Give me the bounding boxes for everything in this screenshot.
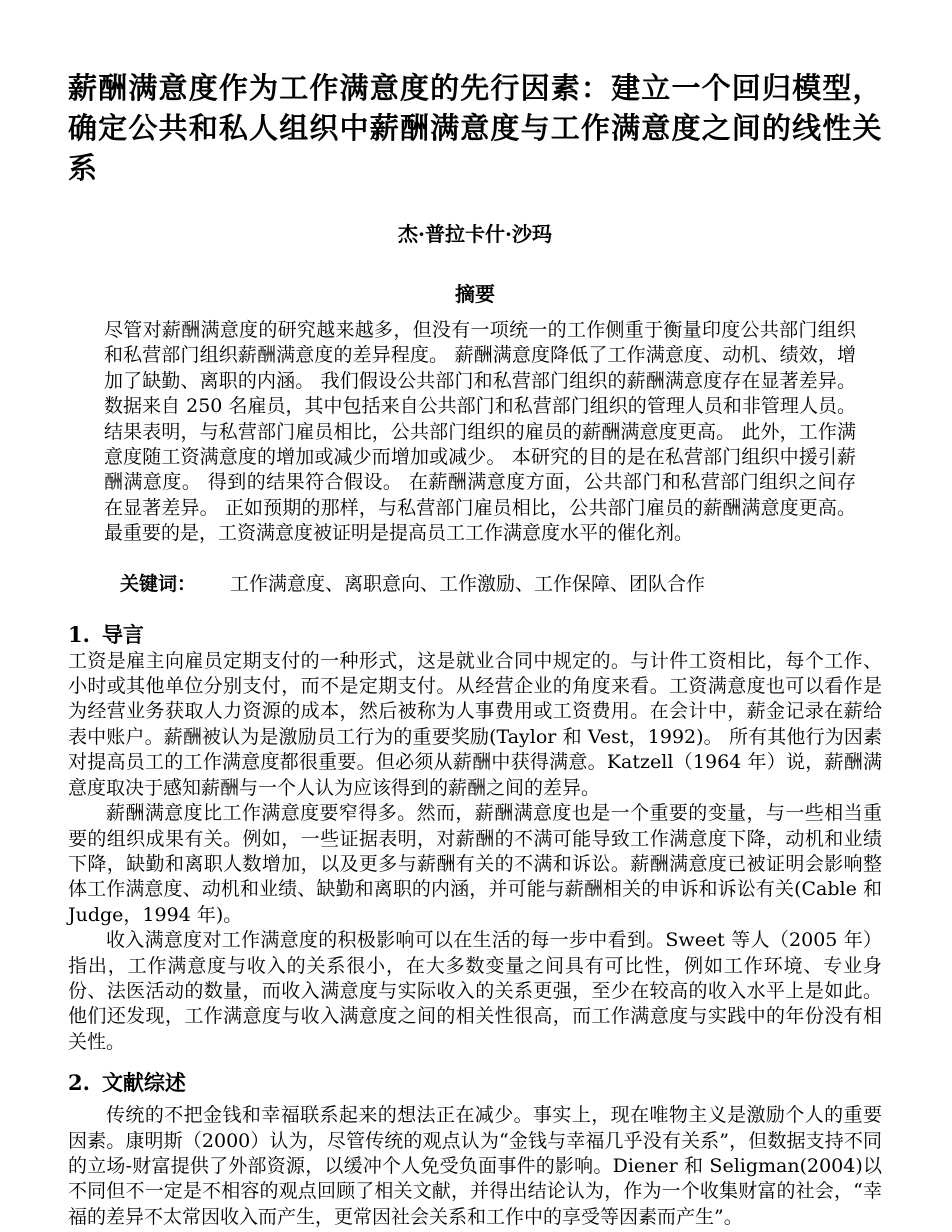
- section-2-title: 文献综述: [101, 1070, 186, 1096]
- section-1-number: 1.: [68, 621, 90, 647]
- keywords-label: 关键词：: [120, 572, 197, 595]
- section-1-heading: [68, 621, 882, 649]
- section-1-title: 导言: [101, 621, 144, 647]
- section-1-paragraph-2: 薪酬满意度比工作满意度要窄得多。然而，薪酬满意度也是一个重要的变量，与一些相当重要的组织成果有关。例如，一些证据表明，对薪酬的不满可能导致工作满意度下降，动机和业绩下降，缺勤和离职人数增加，以及更多与薪酬有关的不满和诉讼。薪酬满意度已被证明会影响整体工作满意度、动机和业绩、缺勤和离职的内涵，并可能与薪酬相关的申诉和诉讼有关(Cable 和 Judge，1994 年)。: [68, 802, 882, 926]
- section-2-paragraph-1: 传统的不把金钱和幸福联系起来的想法正在减少。事实上，现在唯物主义是激励个人的重要因素。康明斯（2000）认为，尽管传统的观点认为“金钱与幸福几乎没有关系”，但数据支持不同的立场-财富提供了外部资源，以缓冲个人免受负面事件的影响。Diener 和 Seligman(2004)以不同但不一定是不相容的观点回顾了相关文献，并得出结论认为，作为一个收集财富的社会，“幸福的差异不太常因收入而产生，更常因社会关系和工作中的享受等因素而产生”。: [68, 1104, 882, 1228]
- author-name: 杰·普拉卡什·沙玛: [398, 222, 552, 246]
- page-title: 薪酬满意度作为工作满意度的先行因素：建立一个回归模型，确定公共和私人组织中薪酬满意度与工作满意度之间的线性关系: [68, 71, 882, 185]
- abstract-text: 尽管对薪酬满意度的研究越来越多，但没有一项统一的工作侧重于衡量印度公共部门组织和私营部门组织薪酬满意度的差异程度。 薪酬满意度降低了工作满意度、动机、绩效，增加了缺勤、离职的内涵。 我们假设公共部门和私营部门组织的薪酬满意度存在显著差异。 数据来自 250 名雇员，其中包括来自公共部门和私营部门组织的管理人员和非管理人员。 结果表明，与私营部门雇员相比，公共部门组织的雇员的薪酬满意度更高。 此外，工作满意度随工资满意度的增加或减少而增加或减少。 本研究的目的是在私营部门组织中援引薪酬满意度。 得到的结果符合假设。 在薪酬满意度方面，公共部门和私营部门组织之间存在显著差异。 正如预期的那样，与私营部门雇员相比，公共部门雇员的薪酬满意度更高。 最重要的是，工资满意度被证明是提高员工工作满意度水平的催化剂。: [104, 319, 856, 545]
- keywords-list: 工作满意度、离职意向、工作激励、工作保障、团队合作: [230, 572, 706, 595]
- section-1-paragraph-1: 工资是雇主向雇员定期支付的一种形式，这是就业合同中规定的。与计件工资相比，每个工作、小时或其他单位分别支付，而不是定期支付。从经营企业的角度来看。工资满意度也可以看作是为经营业务获取人力资源的成本，然后被称为人事费用或工资费用。在会计中，薪金记录在薪给表中账户。薪酬被认为是激励员工行为的重要奖励(Taylor 和 Vest，1992)。 所有其他行为因素对提高员工的工作满意度都很重要。但必须从薪酬中获得满意。Katzell（1964 年）说，薪酬满意度取决于感知薪酬与一个人认为应该得到的薪酬之间的差异。: [68, 649, 882, 799]
- abstract-heading: 摘要: [455, 282, 495, 306]
- section-2-number: 2.: [68, 1070, 90, 1096]
- section-1-paragraph-3: 收入满意度对工作满意度的积极影响可以在生活的每一步中看到。Sweet 等人（2005 年）指出，工作满意度与收入的关系很小，在大多数变量之间具有可比性，例如工作环境、专业身份、法医活动的数量，而收入满意度与实际收入的关系更强，至少在较高的收入水平上是如此。他们还发现，工作满意度与收入满意度之间的相关性很高，而工作满意度与实践中的年份没有相关性。: [68, 929, 882, 1053]
- keywords-line: [120, 571, 882, 597]
- section-2-heading: [68, 1069, 882, 1097]
